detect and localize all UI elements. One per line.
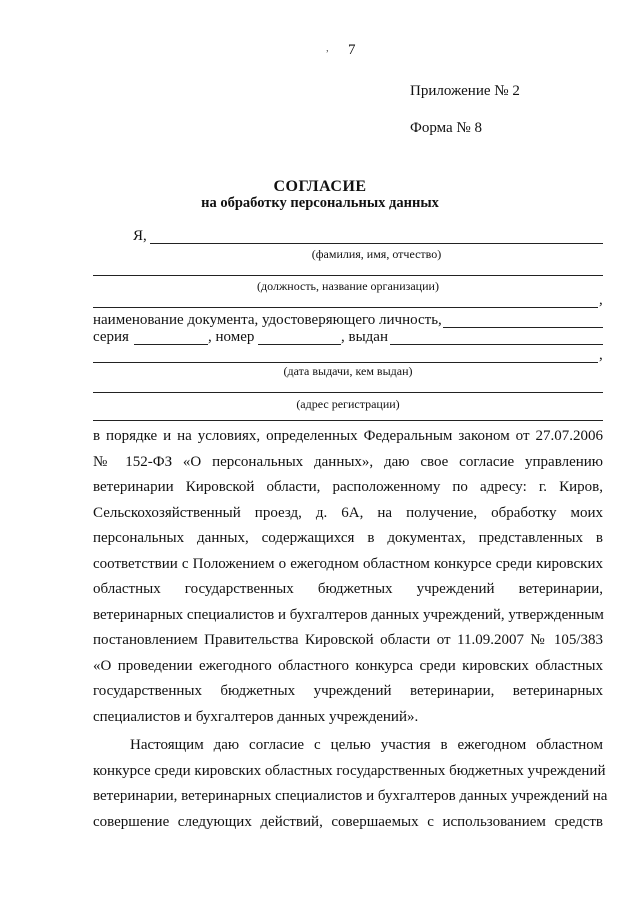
paragraph-line: областных государственных бюджетных учреждений ветеринарии, [93, 581, 603, 597]
address-line-2 [93, 420, 603, 421]
extra-line-1 [93, 307, 598, 308]
number-line [258, 344, 341, 345]
paragraph-line: ветеринарных специалистов и бухгалтеров данных учреждений, утвержденным [93, 606, 604, 623]
consent-paragraph-1 [93, 424, 603, 730]
consent-paragraph-2 [93, 733, 608, 835]
form-number: Форма № 8 [410, 120, 482, 136]
scan-mark: , [326, 42, 329, 54]
page-number: 7 [348, 42, 356, 58]
issue-caption: (дата выдачи, кем выдан) [283, 364, 413, 378]
paragraph-line: № 152-ФЗ «О персональных данных», даю свое согласие управлению [93, 453, 603, 470]
paragraph-line: Настоящим даю согласие с целью участия в ежегодном областном [130, 737, 603, 753]
paragraph-line: совершение следующих действий, совершаемых с использованием средств [93, 813, 603, 830]
fio-line [150, 243, 603, 244]
position-caption: (должность, название организации) [257, 279, 439, 293]
paragraph-line: государственных бюджетных учреждений ветеринарии, ветеринарных [93, 683, 603, 699]
fio-caption: (фамилия, имя, отчество) [311, 247, 442, 261]
series-line [134, 344, 208, 345]
paragraph-line: в порядке и на условиях, определенных Федеральным законом от 27.07.2006 [93, 428, 603, 444]
document-subtitle: на обработку персональных данных [201, 195, 439, 211]
address-caption: (адрес регистрации) [296, 397, 400, 411]
doc-label: наименование документа, удостоверяющего личность, [93, 312, 442, 328]
comma-2: , [599, 347, 603, 363]
paragraph-line: специалистов и бухгалтеров данных учреждений». [93, 708, 419, 725]
series-label: серия [93, 329, 129, 345]
issue-line [93, 362, 598, 363]
issued-label: , выдан [341, 329, 388, 345]
comma-1: , [599, 292, 603, 308]
paragraph-line: персональных данных, содержащихся в документах, представленных в [93, 530, 603, 546]
paragraph-line: Сельскохозяйственный проезд, д. 6А, на получение, обработку моих [93, 504, 603, 521]
number-label: , номер [208, 329, 255, 345]
document-title: СОГЛАСИЕ [273, 178, 367, 195]
paragraph-line: соответствии с Положением о ежегодном областном конкурсе среди кировских [93, 555, 603, 572]
ya-label: Я, [133, 228, 147, 244]
paragraph-line: «О проведении ежегодного областного конкурса среди кировских областных [93, 657, 603, 674]
issued-line [390, 344, 603, 345]
doc-line [443, 327, 603, 328]
paragraph-line: ветеринарии, ветеринарных специалистов и бухгалтеров данных учреждений на [93, 788, 608, 804]
paragraph-line: постановлением Правительства Кировской области от 11.09.2007 № 105/383 [93, 632, 603, 648]
paragraph-line: конкурсе среди кировских областных государственных бюджетных учреждений [93, 762, 606, 779]
address-line [93, 392, 603, 393]
paragraph-line: ветеринарии Кировской области, расположенному по адресу: г. Киров, [93, 479, 603, 495]
position-line [93, 275, 603, 276]
appendix-label: Приложение № 2 [410, 83, 520, 99]
